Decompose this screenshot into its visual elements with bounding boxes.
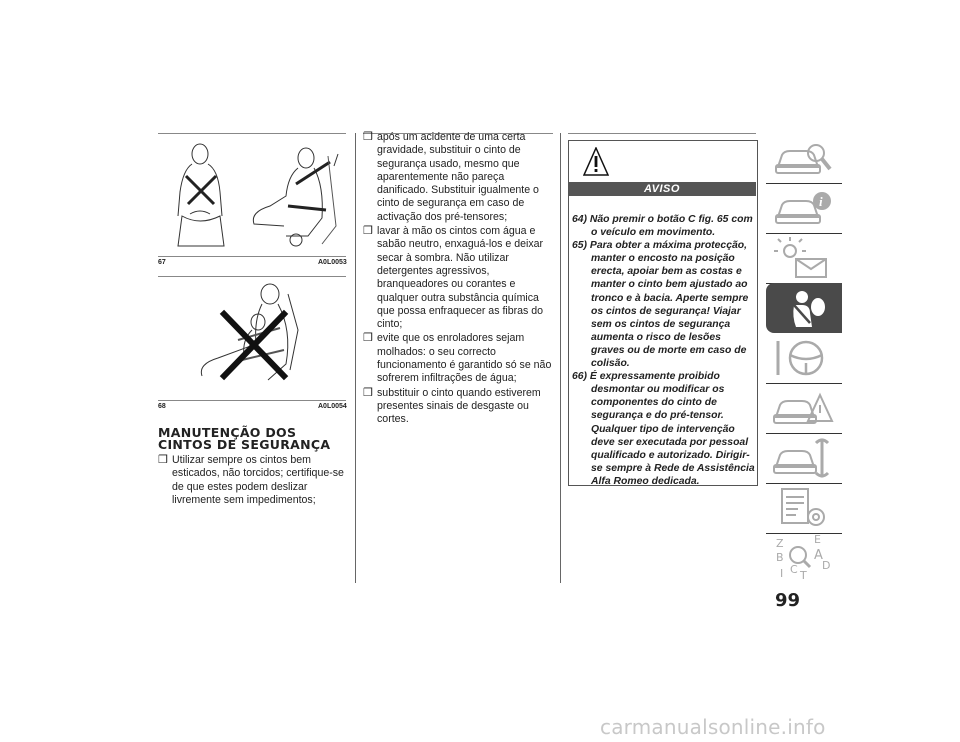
tab-emergency[interactable] [766, 383, 842, 434]
figure-number: 67 [158, 259, 166, 266]
car-info-icon [766, 183, 842, 233]
list-item-text: evite que os enroladores sejam molhados: o seu correcto funcionamento é garantido só se não sofrerem infiltrações de água; [377, 332, 552, 385]
watermark: carmanualsonline.info [600, 715, 826, 739]
car-hazard-icon [766, 383, 842, 433]
tab-warning-lights[interactable] [766, 233, 842, 284]
tab-maintenance[interactable] [766, 433, 842, 484]
checkbox-bullet-icon: ❒ [363, 386, 373, 399]
airbag-person-icon [766, 283, 842, 333]
list-item-text: substituir o cinto quando estiverem presentes sinais de desgaste ou cortes. [377, 386, 541, 426]
list-item-text: lavar à mão os cintos com água e sabão neutro, enxaguá-los e deixar secar à sombra. Não utilizar detergentes agressivos, branqueadores ou corantes e qualquer outra substância química que possa enfraquecer as fibras do cinto; [377, 225, 544, 331]
heading-line: CINTOS DE SEGURANÇA [158, 437, 331, 452]
svg-text:i: i [819, 194, 823, 209]
warning-item [572, 239, 756, 370]
list-item [363, 225, 553, 331]
checkbox-bullet-icon: ❒ [363, 332, 373, 345]
page-number: 99 [775, 590, 801, 611]
figure-68-illustration [158, 280, 346, 398]
column-divider [355, 133, 356, 583]
index-letter: I [780, 567, 784, 580]
tab-car-info[interactable] [766, 183, 842, 234]
checkbox-bullet-icon: ❒ [158, 454, 168, 466]
chapter-tabs [766, 133, 842, 583]
warning-title: AVISO [568, 182, 756, 196]
warning-item [572, 370, 756, 488]
tab-technical-data[interactable] [766, 483, 842, 534]
list-item-text: Utilizar sempre os cintos bem esticados, não torcidos; certifique-se de que estes podem deslizar livremente sem impedimentos; [172, 454, 344, 506]
steering-wheel-icon [766, 333, 842, 383]
warning-list [572, 213, 756, 488]
checkbox-bullet-icon: ❒ [363, 225, 373, 238]
warning-box [568, 140, 758, 486]
figure-code: A0L0053 [318, 259, 347, 266]
list-item [363, 332, 553, 385]
car-wrench-icon [766, 433, 842, 483]
list-item [363, 131, 553, 224]
warning-item-text: 64) Não premir o botão C fig. 65 com o veículo em movimento. [572, 214, 753, 239]
index-letter: D [822, 559, 831, 572]
index-letter: A [814, 548, 823, 563]
index-letter: Z [776, 537, 784, 550]
warning-light-mail-icon [766, 233, 842, 283]
heading-line: MANUTENÇÃO DOS [158, 425, 297, 440]
document-gear-icon [766, 483, 842, 533]
figure-67-rule [158, 256, 346, 257]
alphabet-index-icon [766, 533, 842, 583]
top-rule-right [568, 133, 756, 134]
index-letter: E [814, 533, 821, 546]
index-letter: B [776, 551, 784, 564]
middle-column [363, 131, 553, 428]
figure-68-rule [158, 400, 346, 401]
warning-item [572, 213, 756, 239]
figure-67-illustration [158, 136, 346, 254]
tab-safety[interactable] [766, 283, 842, 333]
left-column [158, 427, 348, 508]
list-item [158, 454, 348, 507]
tab-starting-driving[interactable] [766, 333, 842, 384]
index-letter: C [790, 563, 798, 576]
checkbox-bullet-icon: ❒ [363, 131, 373, 143]
tab-car-search[interactable] [766, 133, 842, 184]
figure-number: 68 [158, 403, 166, 410]
warning-item-text: 66) É expressamente proibido desmontar ou modificar os componentes do cinto de segurança e do pré-tensor. Qualquer tipo de intervenção deve ser executada por pessoal qualificado e autorizado. Dirigir-se sempre à Rede de Assistência Alfa Romeo dedicada. [572, 371, 755, 487]
list-item-text: após um acidente de uma certa gravidade, substituir o cinto de segurança usado, mesmo que aparentemente não pareça danificado. Substituir igualmente o cinto de segurança em caso de activação dos pré-tensores; [377, 131, 539, 223]
warning-triangle-icon [583, 147, 609, 177]
figure-code: A0L0054 [318, 403, 347, 410]
index-letter: T [800, 569, 807, 582]
column-divider [560, 133, 561, 583]
section-heading [158, 427, 348, 451]
list-item [363, 387, 553, 427]
car-search-icon [766, 133, 842, 183]
top-rule-left [158, 133, 346, 134]
tab-index[interactable] [766, 533, 842, 583]
figure-68-top-rule [158, 276, 346, 277]
warning-item-text: 65) Para obter a máxima protecção, manter o encosto na posição erecta, apoiar bem as costas e manter o cinto bem ajustado ao tronco e à bacia. Aperte sempre os cintos de segurança! Viajar sem os cintos de segurança aumenta o risco de lesões graves ou de morte em caso de colisão. [572, 240, 749, 370]
